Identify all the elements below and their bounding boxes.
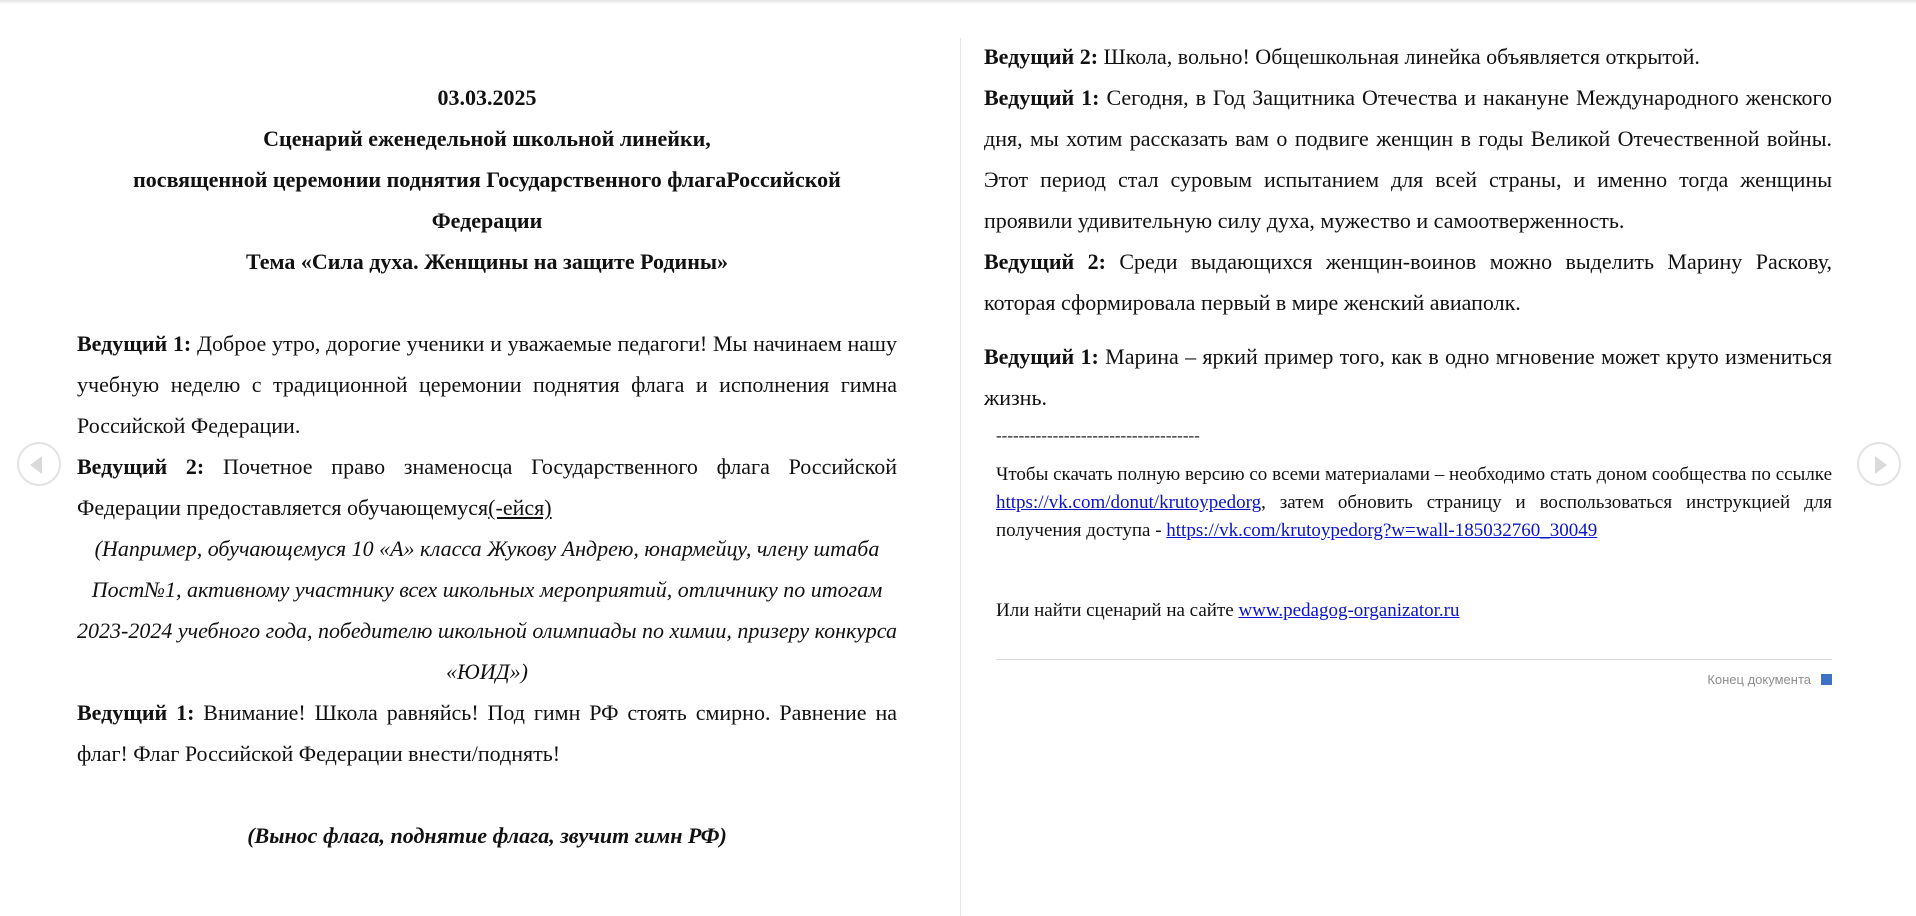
paragraph-r4 — [984, 336, 1832, 418]
paragraph-r2 — [984, 77, 1832, 241]
document-date: 03.03.2025 — [437, 85, 537, 110]
underlined-suffix: (-ейся) — [488, 495, 552, 520]
speaker-label: Ведущий 1: — [984, 85, 1100, 110]
speaker-label: Ведущий 1: — [77, 700, 195, 725]
paragraph-1 — [77, 323, 897, 446]
speaker-label: Ведущий 2: — [984, 249, 1106, 274]
document-title-line-1: Сценарий еженедельной школьной линейки, — [263, 126, 711, 151]
download-text-2: , затем обновить страницу и воспользоваться инструкцией для получения доступа - — [996, 492, 1832, 541]
paragraph-text: Доброе утро, дорогие ученики и уважаемые педагоги! Мы начинаем нашу учебную неделю с традиционной церемонии поднятия флага и исполнения гимна Российской Федерации. — [77, 331, 897, 438]
paragraph-r1 — [984, 36, 1832, 77]
stage-direction: (Вынос флага, поднятие флага, звучит гимн РФ) — [247, 823, 727, 848]
end-marker-icon — [1821, 674, 1832, 685]
paragraph-text: Сегодня, в Год Защитника Отечества и накануне Международного женского дня, мы хотим рассказать вам о подвиге женщин в годы Великой Отечественной войны. Этот период стал суровым испытанием для всей страны, и именно тогда женщины проявили удивительную силу духа, мужество и самоотверженность. — [984, 85, 1832, 233]
chevron-right-icon — [1875, 456, 1887, 474]
chevron-left-icon — [30, 456, 42, 474]
speaker-label: Ведущий 1: — [984, 344, 1099, 369]
download-info — [984, 461, 1832, 545]
paragraph-text: Среди выдающихся женщин-воинов можно выделить Марину Раскову, которая сформировала первый в мире женский авиаполк. — [984, 249, 1832, 315]
paragraph-text: Марина – яркий пример того, как в одно мгновение может круто измениться жизнь. — [984, 344, 1832, 410]
site-text: Или найти сценарий на сайте — [996, 600, 1239, 621]
speaker-label: Ведущий 2: — [77, 454, 205, 479]
paragraph-text: Внимание! Школа равняйсь! Под гимн РФ стоять смирно. Равнение на флаг! Флаг Российской Федерации внести/поднять! — [77, 700, 897, 766]
speaker-label: Ведущий 1: — [77, 331, 192, 356]
paragraph-text: Почетное право знаменосца Государственного флага Российской Федерации предоставляется обучающемуся — [77, 454, 897, 520]
end-of-document-label: Конец документа — [1707, 672, 1811, 687]
end-divider — [996, 659, 1832, 660]
page-divider — [960, 38, 961, 916]
speaker-label: Ведущий 2: — [984, 44, 1099, 69]
document-title-line-2: посвященной церемонии поднятия Государственного флагаРоссийской Федерации — [133, 167, 841, 233]
paragraph-text: Школа, вольно! Общешкольная линейка объявляется открытой. — [1098, 44, 1700, 69]
next-page-button[interactable] — [1857, 442, 1901, 486]
download-text-1: Чтобы скачать полную версию со всеми материалами – необходимо стать доном сообщества по ссылке — [996, 464, 1832, 485]
end-of-document — [984, 672, 1832, 688]
left-page — [77, 77, 897, 856]
right-page — [984, 36, 1832, 688]
wall-post-link[interactable]: https://vk.com/krutoypedorg?w=wall-185032760_30049 — [1166, 520, 1598, 541]
italic-note: (Например, обучающемуся 10 «А» класса Жукову Андрею, юнармейцу, члену штаба Пост№1, активному участнику всех школьных мероприятий, отличнику по итогам 2023-2024 учебного года, победителю школьной олимпиады по химии, призеру конкурса «ЮИД») — [77, 536, 897, 684]
paragraph-2 — [77, 446, 897, 528]
separator-dashes: ------------------------------------ — [996, 426, 1200, 445]
prev-page-button[interactable] — [17, 442, 61, 486]
paragraph-3 — [77, 692, 897, 774]
site-info — [984, 597, 1832, 625]
top-shadow — [0, 0, 1916, 4]
document-theme: Тема «Сила духа. Женщины на защите Родины» — [245, 249, 729, 274]
site-link[interactable]: www.pedagog-organizator.ru — [1238, 600, 1460, 621]
donut-link[interactable]: https://vk.com/donut/krutoypedorg — [996, 492, 1262, 513]
paragraph-r3 — [984, 241, 1832, 323]
